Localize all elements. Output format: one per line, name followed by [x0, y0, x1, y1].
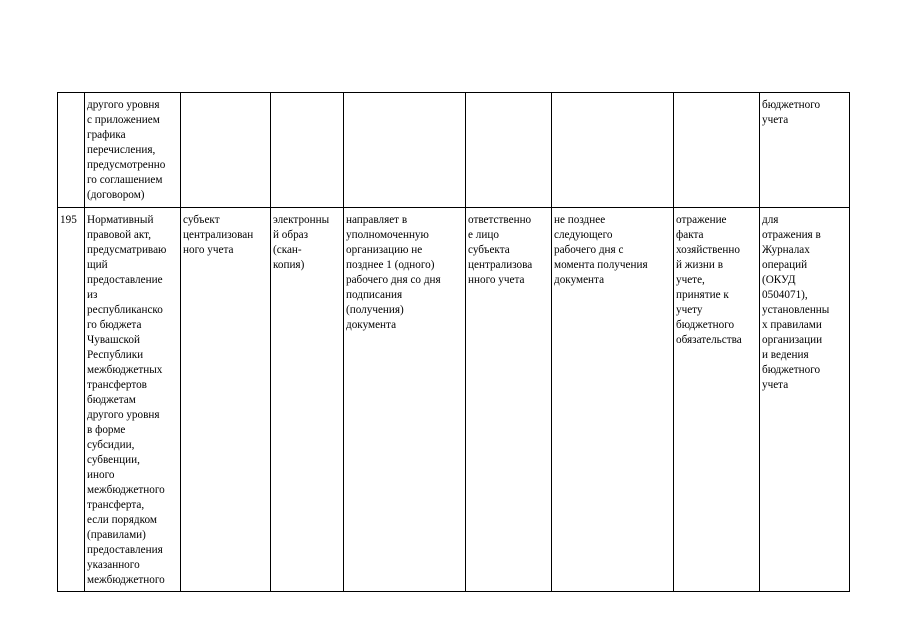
row-number-cell	[58, 208, 85, 592]
document-table	[57, 92, 850, 592]
purpose: отражение факта хозяйственно й жизни в учете, принятие к учету бюджетного обязательства	[676, 214, 742, 346]
responsible-cell	[466, 93, 552, 208]
table-row	[58, 93, 850, 208]
deadline-cell	[552, 93, 674, 208]
executor: субъект централизован ного учета	[183, 214, 254, 256]
responsible-cell	[466, 208, 552, 592]
result-cell	[760, 208, 850, 592]
form-cell	[271, 208, 344, 592]
purpose-cell	[674, 93, 760, 208]
row-number-cell	[58, 93, 85, 208]
document-name: другого уровня с приложением графика перечисления, предусмотренно го соглашением (договором)	[87, 99, 166, 201]
form-cell	[271, 93, 344, 208]
procedure-cell	[344, 93, 466, 208]
document-name: Нормативный правовой акт, предусматриваю щий предоставление из республиканско го бюджета Чувашской Республики межбюджетных трансфертов бюджетам другого уровня в форме субсидии, субвенции, иного межбюджетного трансферта, если порядком (правилами) предоставления указанного межбюджетного	[87, 214, 167, 586]
executor-cell	[181, 208, 271, 592]
document-name-cell	[85, 208, 181, 592]
submission-procedure: направляет в уполномоченную организацию не позднее 1 (одного) рабочего дня со дня подписания (получения) документа	[346, 214, 441, 331]
procedure-cell	[344, 208, 466, 592]
document-form: электронны й образ (скан- копия)	[273, 214, 330, 271]
table-row	[58, 208, 850, 592]
responsible-person: ответственно е лицо субъекта централизова нного учета	[468, 214, 533, 286]
document-name-cell	[85, 93, 181, 208]
result: для отражения в Журналах операций (ОКУД 0504071), установленны х правилами организации и ведения бюджетного учета	[762, 214, 830, 391]
processing-deadline: не позднее следующего рабочего дня с момента получения документа	[554, 214, 648, 286]
purpose-cell	[674, 208, 760, 592]
result: бюджетного учета	[762, 99, 821, 126]
deadline-cell	[552, 208, 674, 592]
executor-cell	[181, 93, 271, 208]
row-number: 195	[60, 214, 77, 226]
result-cell	[760, 93, 850, 208]
